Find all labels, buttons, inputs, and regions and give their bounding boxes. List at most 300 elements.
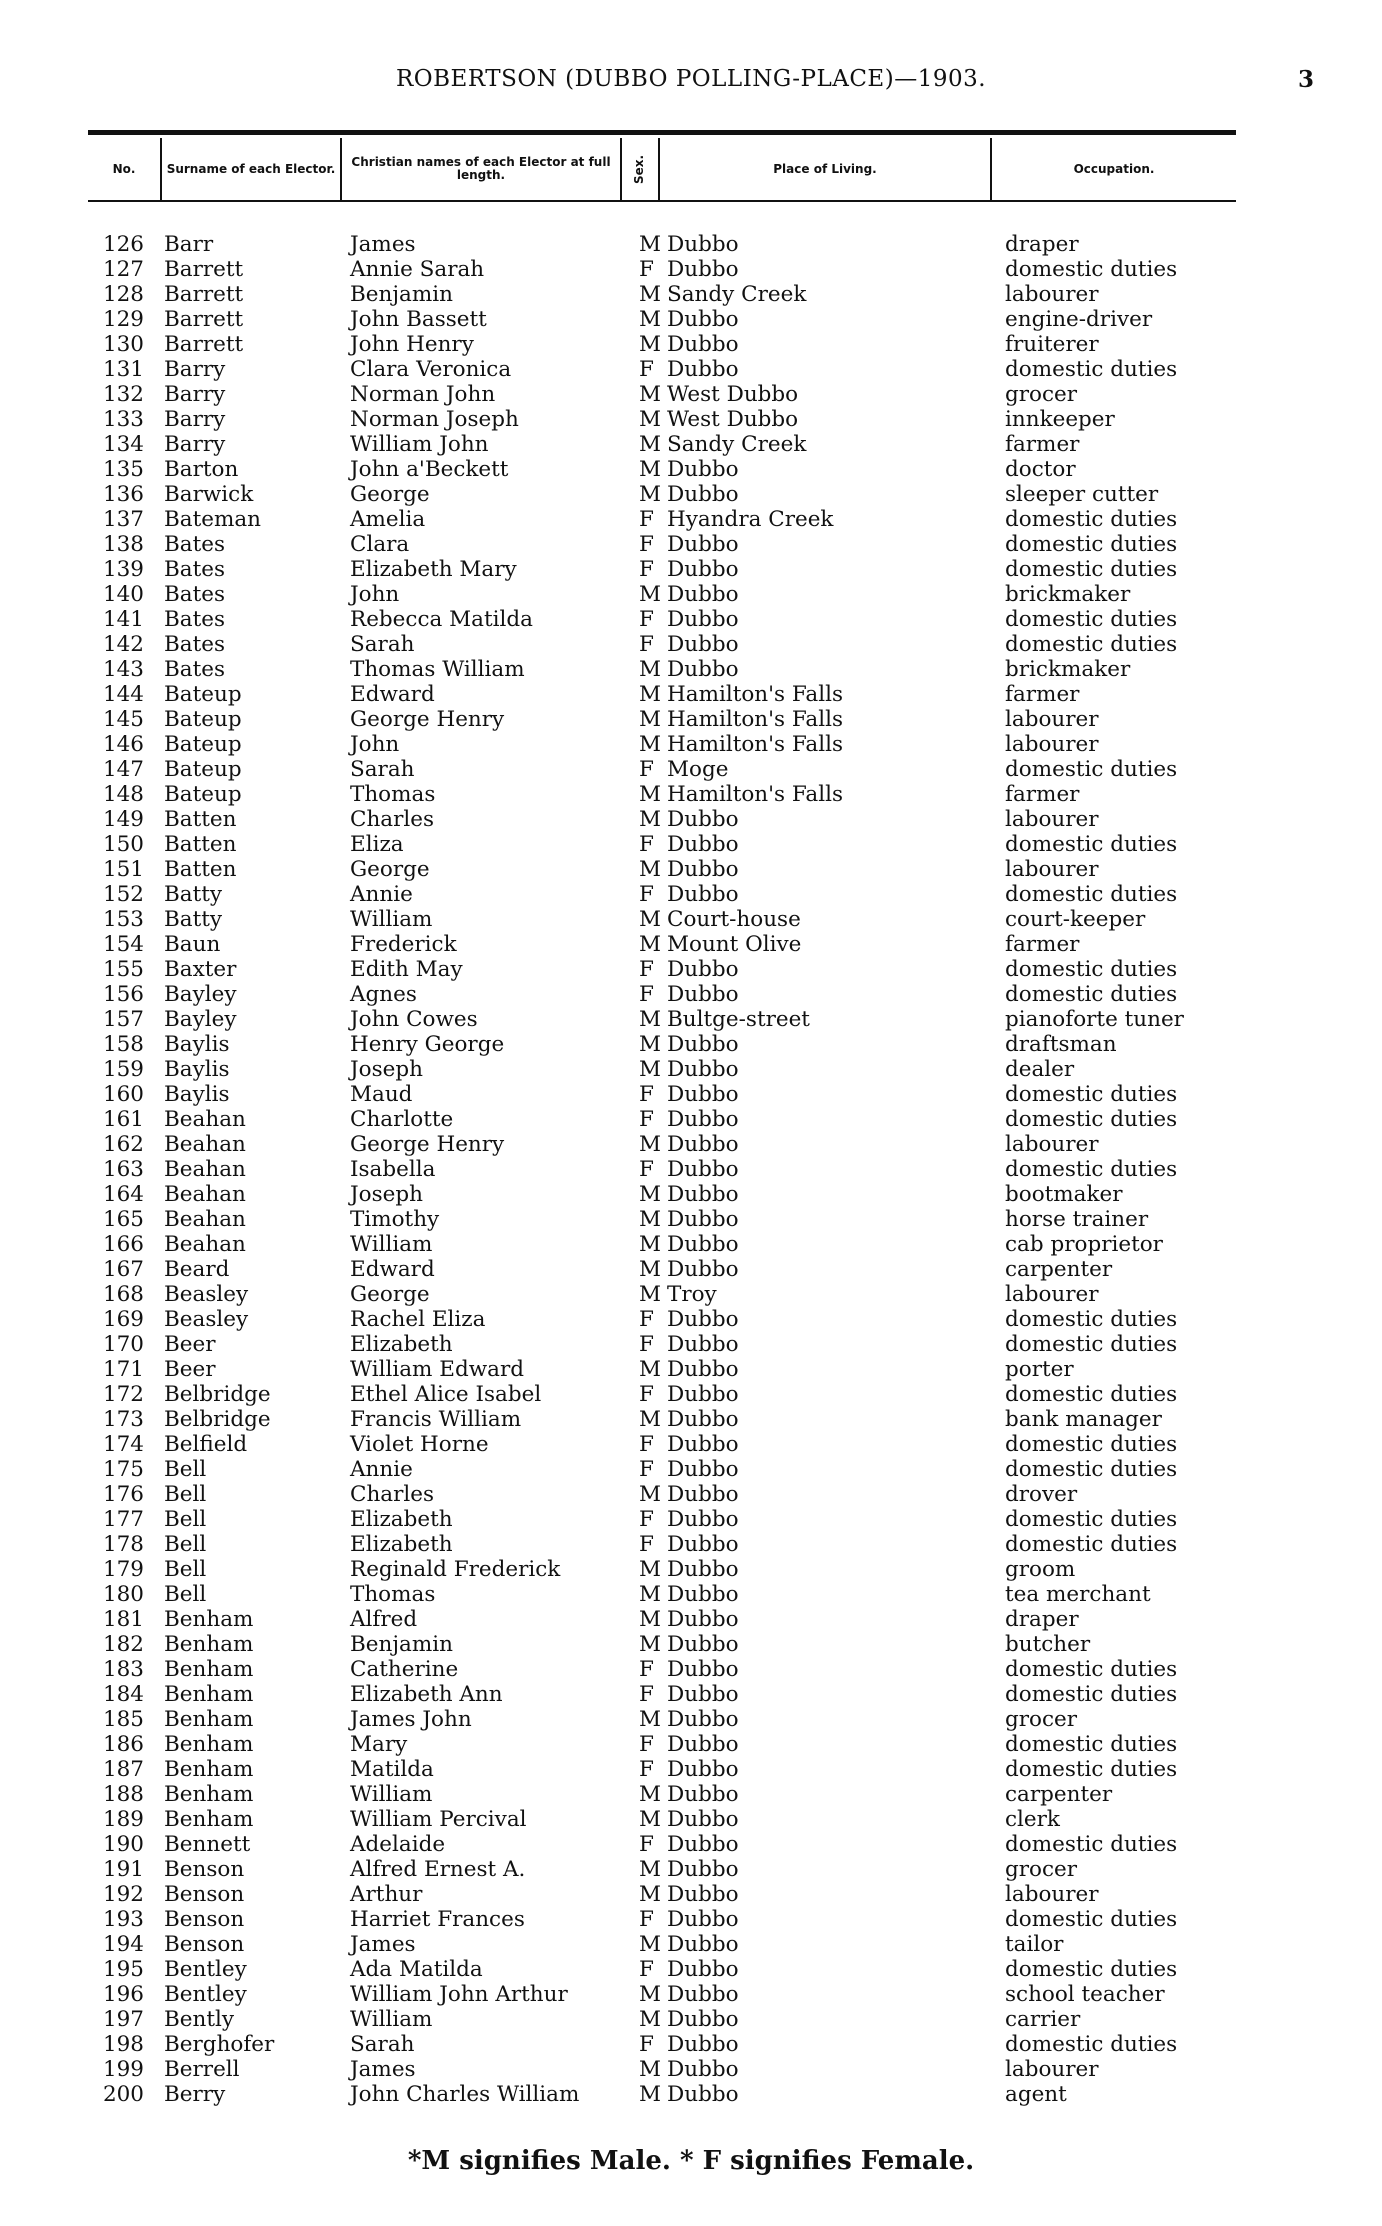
table-row	[0, 1882, 1382, 1907]
elector-christian-names: James	[350, 232, 416, 257]
elector-place: Dubbo	[667, 607, 739, 632]
elector-surname: Barry	[164, 382, 226, 407]
footer-note: *M signifies Male. * F signifies Female.	[407, 2146, 975, 2176]
elector-number: 145	[102, 707, 144, 732]
elector-occupation: domestic duties	[1005, 1507, 1178, 1532]
elector-place: Hyandra Creek	[667, 507, 834, 532]
elector-sex: M	[639, 1707, 662, 1732]
elector-occupation: domestic duties	[1005, 1457, 1178, 1482]
elector-surname: Baylis	[164, 1032, 230, 1057]
elector-place: Dubbo	[667, 1257, 739, 1282]
table-row	[0, 682, 1382, 707]
elector-sex: F	[639, 1907, 654, 1932]
elector-christian-names: Edward	[350, 682, 435, 707]
elector-place: Dubbo	[667, 857, 739, 882]
elector-occupation: domestic duties	[1005, 1432, 1178, 1457]
elector-sex: M	[639, 1032, 662, 1057]
table-row	[0, 1682, 1382, 1707]
elector-number: 147	[102, 757, 144, 782]
elector-surname: Barwick	[164, 482, 254, 507]
elector-place: Dubbo	[667, 982, 739, 1007]
elector-place: Dubbo	[667, 957, 739, 982]
elector-christian-names: George	[350, 1282, 430, 1307]
elector-sex: M	[639, 482, 662, 507]
elector-number: 163	[102, 1157, 144, 1182]
elector-place: Dubbo	[667, 1582, 739, 1607]
table-row	[0, 707, 1382, 732]
elector-surname: Barr	[164, 232, 214, 257]
elector-number: 198	[102, 2032, 144, 2057]
elector-sex: M	[639, 407, 662, 432]
column-header-surname: Surname of each Elector.	[166, 161, 336, 176]
elector-christian-names: Thomas	[350, 1582, 436, 1607]
elector-number: 191	[102, 1857, 144, 1882]
elector-number: 190	[102, 1832, 144, 1857]
elector-number: 170	[102, 1332, 144, 1357]
elector-sex: F	[639, 757, 654, 782]
elector-christian-names: George Henry	[350, 707, 505, 732]
table-row	[0, 957, 1382, 982]
elector-surname: Bateup	[164, 757, 242, 782]
elector-sex: M	[639, 1057, 662, 1082]
elector-number: 143	[102, 657, 144, 682]
elector-surname: Belbridge	[164, 1407, 271, 1432]
elector-sex: M	[639, 457, 662, 482]
elector-number: 149	[102, 807, 144, 832]
elector-place: Dubbo	[667, 2057, 739, 2082]
elector-place: Hamilton's Falls	[667, 782, 843, 807]
elector-surname: Bates	[164, 607, 226, 632]
elector-occupation: domestic duties	[1005, 1682, 1178, 1707]
elector-occupation: clerk	[1005, 1807, 1060, 1832]
elector-sex: F	[639, 1732, 654, 1757]
elector-number: 129	[102, 307, 144, 332]
elector-sex: F	[639, 632, 654, 657]
header-rule-bottom	[88, 200, 1236, 202]
elector-place: Hamilton's Falls	[667, 707, 843, 732]
elector-sex: M	[639, 432, 662, 457]
elector-surname: Batty	[164, 882, 223, 907]
elector-place: Sandy Creek	[667, 282, 807, 307]
elector-place: Dubbo	[667, 1032, 739, 1057]
elector-occupation: farmer	[1005, 782, 1080, 807]
elector-occupation: domestic duties	[1005, 357, 1178, 382]
elector-place: Dubbo	[667, 807, 739, 832]
elector-place: Dubbo	[667, 2082, 739, 2107]
elector-christian-names: William John Arthur	[350, 1982, 568, 2007]
elector-christian-names: Matilda	[350, 1757, 434, 1782]
table-row	[0, 1707, 1382, 1732]
elector-christian-names: Amelia	[350, 507, 426, 532]
elector-occupation: domestic duties	[1005, 1907, 1178, 1932]
elector-surname: Barry	[164, 432, 226, 457]
elector-place: Dubbo	[667, 1132, 739, 1157]
elector-number: 137	[102, 507, 144, 532]
elector-place: Dubbo	[667, 1707, 739, 1732]
elector-sex: F	[639, 1507, 654, 1532]
elector-christian-names: James John	[350, 1707, 472, 1732]
elector-surname: Benham	[164, 1707, 254, 1732]
table-row	[0, 507, 1382, 532]
elector-occupation: domestic duties	[1005, 1757, 1178, 1782]
elector-christian-names: George	[350, 857, 430, 882]
elector-number: 132	[102, 382, 144, 407]
elector-surname: Baylis	[164, 1057, 230, 1082]
elector-surname: Batty	[164, 907, 223, 932]
elector-christian-names: John a'Beckett	[350, 457, 509, 482]
elector-surname: Bell	[164, 1482, 207, 1507]
elector-number: 178	[102, 1532, 144, 1557]
elector-sex: F	[639, 507, 654, 532]
elector-number: 172	[102, 1382, 144, 1407]
elector-place: Hamilton's Falls	[667, 682, 843, 707]
elector-number: 176	[102, 1482, 144, 1507]
elector-occupation: agent	[1005, 2082, 1067, 2107]
elector-christian-names: Charlotte	[350, 1107, 454, 1132]
elector-number: 151	[102, 857, 144, 882]
elector-number: 194	[102, 1932, 144, 1957]
elector-number: 131	[102, 357, 144, 382]
elector-surname: Barrett	[164, 307, 244, 332]
elector-sex: F	[639, 982, 654, 1007]
table-row	[0, 1107, 1382, 1132]
elector-surname: Bates	[164, 632, 226, 657]
elector-sex: F	[639, 257, 654, 282]
elector-number: 153	[102, 907, 144, 932]
elector-surname: Batten	[164, 832, 237, 857]
elector-place: Dubbo	[667, 1857, 739, 1882]
table-row	[0, 1607, 1382, 1632]
elector-surname: Benson	[164, 1882, 245, 1907]
elector-surname: Bell	[164, 1532, 207, 1557]
elector-number: 188	[102, 1782, 144, 1807]
elector-occupation: domestic duties	[1005, 757, 1178, 782]
elector-occupation: domestic duties	[1005, 882, 1178, 907]
elector-occupation: labourer	[1005, 807, 1099, 832]
elector-sex: M	[639, 1982, 662, 2007]
elector-sex: M	[639, 1607, 662, 1632]
elector-sex: F	[639, 1957, 654, 1982]
table-row	[0, 457, 1382, 482]
elector-christian-names: Henry George	[350, 1032, 505, 1057]
elector-christian-names: William Edward	[350, 1357, 524, 1382]
elector-sex: M	[639, 907, 662, 932]
elector-surname: Barry	[164, 357, 226, 382]
elector-christian-names: William	[350, 2007, 433, 2032]
table-row	[0, 1782, 1382, 1807]
elector-place: Dubbo	[667, 1407, 739, 1432]
elector-sex: M	[639, 782, 662, 807]
elector-surname: Bell	[164, 1582, 207, 1607]
elector-sex: M	[639, 1007, 662, 1032]
elector-christian-names: Elizabeth	[350, 1332, 453, 1357]
elector-surname: Benson	[164, 1932, 245, 1957]
elector-sex: M	[639, 1182, 662, 1207]
elector-surname: Beahan	[164, 1232, 246, 1257]
elector-sex: F	[639, 1332, 654, 1357]
elector-occupation: doctor	[1005, 457, 1076, 482]
table-row	[0, 1182, 1382, 1207]
elector-christian-names: Sarah	[350, 757, 415, 782]
elector-place: Dubbo	[667, 2032, 739, 2057]
elector-number: 154	[102, 932, 144, 957]
elector-place: Dubbo	[667, 1332, 739, 1357]
elector-place: Dubbo	[667, 482, 739, 507]
elector-place: Troy	[667, 1282, 717, 1307]
elector-christian-names: Francis William	[350, 1407, 522, 1432]
elector-occupation: fruiterer	[1005, 332, 1099, 357]
elector-christian-names: Maud	[350, 1082, 413, 1107]
elector-christian-names: Norman John	[350, 382, 496, 407]
elector-occupation: farmer	[1005, 432, 1080, 457]
elector-place: Dubbo	[667, 332, 739, 357]
elector-christian-names: Charles	[350, 807, 435, 832]
elector-place: Dubbo	[667, 1207, 739, 1232]
table-row	[0, 1382, 1382, 1407]
table-row	[0, 807, 1382, 832]
elector-christian-names: Violet Horne	[350, 1432, 489, 1457]
elector-christian-names: Charles	[350, 1482, 435, 1507]
elector-occupation: domestic duties	[1005, 507, 1178, 532]
elector-sex: M	[639, 1632, 662, 1657]
elector-occupation: domestic duties	[1005, 1157, 1178, 1182]
elector-place: Dubbo	[667, 1182, 739, 1207]
elector-surname: Baun	[164, 932, 221, 957]
elector-occupation: draftsman	[1005, 1032, 1117, 1057]
elector-sex: M	[639, 707, 662, 732]
elector-place: Dubbo	[667, 307, 739, 332]
elector-place: Dubbo	[667, 1532, 739, 1557]
elector-sex: M	[639, 1482, 662, 1507]
elector-number: 150	[102, 832, 144, 857]
page-number: 3	[1298, 66, 1315, 93]
elector-place: Dubbo	[667, 1732, 739, 1757]
elector-place: Dubbo	[667, 1832, 739, 1857]
elector-place: Dubbo	[667, 1657, 739, 1682]
elector-surname: Beahan	[164, 1132, 246, 1157]
elector-number: 185	[102, 1707, 144, 1732]
elector-christian-names: George Henry	[350, 1132, 505, 1157]
elector-surname: Barrett	[164, 282, 244, 307]
elector-surname: Bates	[164, 657, 226, 682]
elector-place: Dubbo	[667, 1982, 739, 2007]
elector-number: 197	[102, 2007, 144, 2032]
elector-surname: Bennett	[164, 1832, 251, 1857]
elector-christian-names: Norman Joseph	[350, 407, 519, 432]
table-row	[0, 857, 1382, 882]
elector-number: 156	[102, 982, 144, 1007]
elector-sex: F	[639, 1757, 654, 1782]
elector-number: 144	[102, 682, 144, 707]
elector-place: Dubbo	[667, 1507, 739, 1532]
table-row	[0, 1457, 1382, 1482]
elector-occupation: draper	[1005, 1607, 1079, 1632]
elector-number: 187	[102, 1757, 144, 1782]
elector-occupation: bank manager	[1005, 1407, 1162, 1432]
elector-occupation: labourer	[1005, 282, 1099, 307]
elector-surname: Benham	[164, 1632, 254, 1657]
elector-occupation: brickmaker	[1005, 582, 1131, 607]
elector-christian-names: Annie	[350, 1457, 413, 1482]
elector-number: 152	[102, 882, 144, 907]
table-row	[0, 732, 1382, 757]
elector-number: 139	[102, 557, 144, 582]
elector-occupation: labourer	[1005, 732, 1099, 757]
elector-surname: Benham	[164, 1732, 254, 1757]
elector-surname: Beasley	[164, 1307, 249, 1332]
table-row	[0, 557, 1382, 582]
elector-surname: Bayley	[164, 1007, 237, 1032]
table-row	[0, 1232, 1382, 1257]
elector-number: 161	[102, 1107, 144, 1132]
elector-christian-names: Joseph	[350, 1182, 423, 1207]
elector-christian-names: James	[350, 1932, 416, 1957]
elector-christian-names: Alfred Ernest A.	[350, 1857, 526, 1882]
elector-number: 126	[102, 232, 144, 257]
table-row	[0, 332, 1382, 357]
elector-surname: Bayley	[164, 982, 237, 1007]
elector-sex: F	[639, 357, 654, 382]
elector-christian-names: John	[350, 582, 400, 607]
header-rule-top	[88, 130, 1236, 135]
elector-place: Hamilton's Falls	[667, 732, 843, 757]
elector-christian-names: Benjamin	[350, 1632, 453, 1657]
elector-christian-names: Eliza	[350, 832, 404, 857]
column-header-occupation: Occupation.	[1073, 161, 1155, 176]
elector-place: Dubbo	[667, 232, 739, 257]
elector-place: Dubbo	[667, 1082, 739, 1107]
elector-sex: M	[639, 1357, 662, 1382]
elector-number: 128	[102, 282, 144, 307]
elector-place: Dubbo	[667, 1357, 739, 1382]
table-row	[0, 1907, 1382, 1932]
elector-christian-names: Elizabeth Ann	[350, 1682, 503, 1707]
table-row	[0, 1832, 1382, 1857]
elector-place: Dubbo	[667, 1382, 739, 1407]
elector-place: Dubbo	[667, 1307, 739, 1332]
elector-surname: Beahan	[164, 1107, 246, 1132]
elector-christian-names: William	[350, 1232, 433, 1257]
elector-number: 183	[102, 1657, 144, 1682]
elector-place: West Dubbo	[667, 407, 799, 432]
table-row	[0, 1982, 1382, 2007]
elector-sex: M	[639, 1132, 662, 1157]
elector-place: West Dubbo	[667, 382, 799, 407]
elector-occupation: domestic duties	[1005, 557, 1178, 582]
elector-place: Dubbo	[667, 1607, 739, 1632]
elector-christian-names: William	[350, 1782, 433, 1807]
elector-number: 196	[102, 1982, 144, 2007]
table-row	[0, 232, 1382, 257]
table-row	[0, 607, 1382, 632]
table-row	[0, 1207, 1382, 1232]
elector-christian-names: Annie Sarah	[350, 257, 485, 282]
elector-place: Dubbo	[667, 1932, 739, 1957]
elector-number: 162	[102, 1132, 144, 1157]
elector-sex: F	[639, 1457, 654, 1482]
elector-occupation: domestic duties	[1005, 1082, 1178, 1107]
elector-place: Dubbo	[667, 1157, 739, 1182]
elector-occupation: domestic duties	[1005, 982, 1178, 1007]
elector-place: Dubbo	[667, 1557, 739, 1582]
elector-occupation: sleeper cutter	[1005, 482, 1159, 507]
elector-surname: Batten	[164, 857, 237, 882]
elector-surname: Benham	[164, 1657, 254, 1682]
table-row	[0, 907, 1382, 932]
elector-sex: M	[639, 282, 662, 307]
elector-place: Moge	[667, 757, 729, 782]
elector-occupation: grocer	[1005, 1707, 1078, 1732]
table-row	[0, 2057, 1382, 2082]
elector-sex: M	[639, 1257, 662, 1282]
elector-christian-names: Thomas William	[350, 657, 525, 682]
table-row	[0, 1757, 1382, 1782]
elector-number: 142	[102, 632, 144, 657]
elector-christian-names: Benjamin	[350, 282, 453, 307]
elector-surname: Berrell	[164, 2057, 240, 2082]
elector-occupation: school teacher	[1005, 1982, 1165, 2007]
elector-number: 169	[102, 1307, 144, 1332]
elector-christian-names: Edith May	[350, 957, 463, 982]
table-row	[0, 1557, 1382, 1582]
table-row	[0, 382, 1382, 407]
elector-place: Bultge-street	[667, 1007, 810, 1032]
elector-surname: Beahan	[164, 1157, 246, 1182]
elector-number: 179	[102, 1557, 144, 1582]
elector-occupation: carpenter	[1005, 1782, 1113, 1807]
elector-surname: Bell	[164, 1557, 207, 1582]
table-row	[0, 1332, 1382, 1357]
elector-place: Dubbo	[667, 1107, 739, 1132]
table-row	[0, 1357, 1382, 1382]
elector-christian-names: William	[350, 907, 433, 932]
elector-christian-names: George	[350, 482, 430, 507]
elector-place: Dubbo	[667, 557, 739, 582]
elector-number: 165	[102, 1207, 144, 1232]
elector-occupation: domestic duties	[1005, 607, 1178, 632]
elector-christian-names: Annie	[350, 882, 413, 907]
elector-occupation: domestic duties	[1005, 632, 1178, 657]
table-row	[0, 1432, 1382, 1457]
table-row	[0, 1257, 1382, 1282]
elector-number: 181	[102, 1607, 144, 1632]
elector-occupation: tailor	[1005, 1932, 1064, 1957]
elector-surname: Benham	[164, 1807, 254, 1832]
elector-christian-names: John Cowes	[350, 1007, 478, 1032]
elector-sex: M	[639, 1932, 662, 1957]
table-row	[0, 1132, 1382, 1157]
elector-surname: Bates	[164, 557, 226, 582]
elector-christian-names: Clara Veronica	[350, 357, 512, 382]
elector-sex: F	[639, 882, 654, 907]
elector-occupation: grocer	[1005, 1857, 1078, 1882]
elector-christian-names: Isabella	[350, 1157, 436, 1182]
elector-christian-names: John Henry	[350, 332, 474, 357]
elector-sex: M	[639, 807, 662, 832]
elector-occupation: drover	[1005, 1482, 1078, 1507]
elector-christian-names: John Bassett	[350, 307, 487, 332]
elector-number: 141	[102, 607, 144, 632]
elector-number: 180	[102, 1582, 144, 1607]
elector-christian-names: Frederick	[350, 932, 457, 957]
elector-christian-names: Edward	[350, 1257, 435, 1282]
elector-christian-names: Alfred	[350, 1607, 418, 1632]
table-row	[0, 357, 1382, 382]
table-row	[0, 2032, 1382, 2057]
elector-place: Dubbo	[667, 457, 739, 482]
elector-sex: M	[639, 1557, 662, 1582]
elector-christian-names: Arthur	[350, 1882, 423, 1907]
